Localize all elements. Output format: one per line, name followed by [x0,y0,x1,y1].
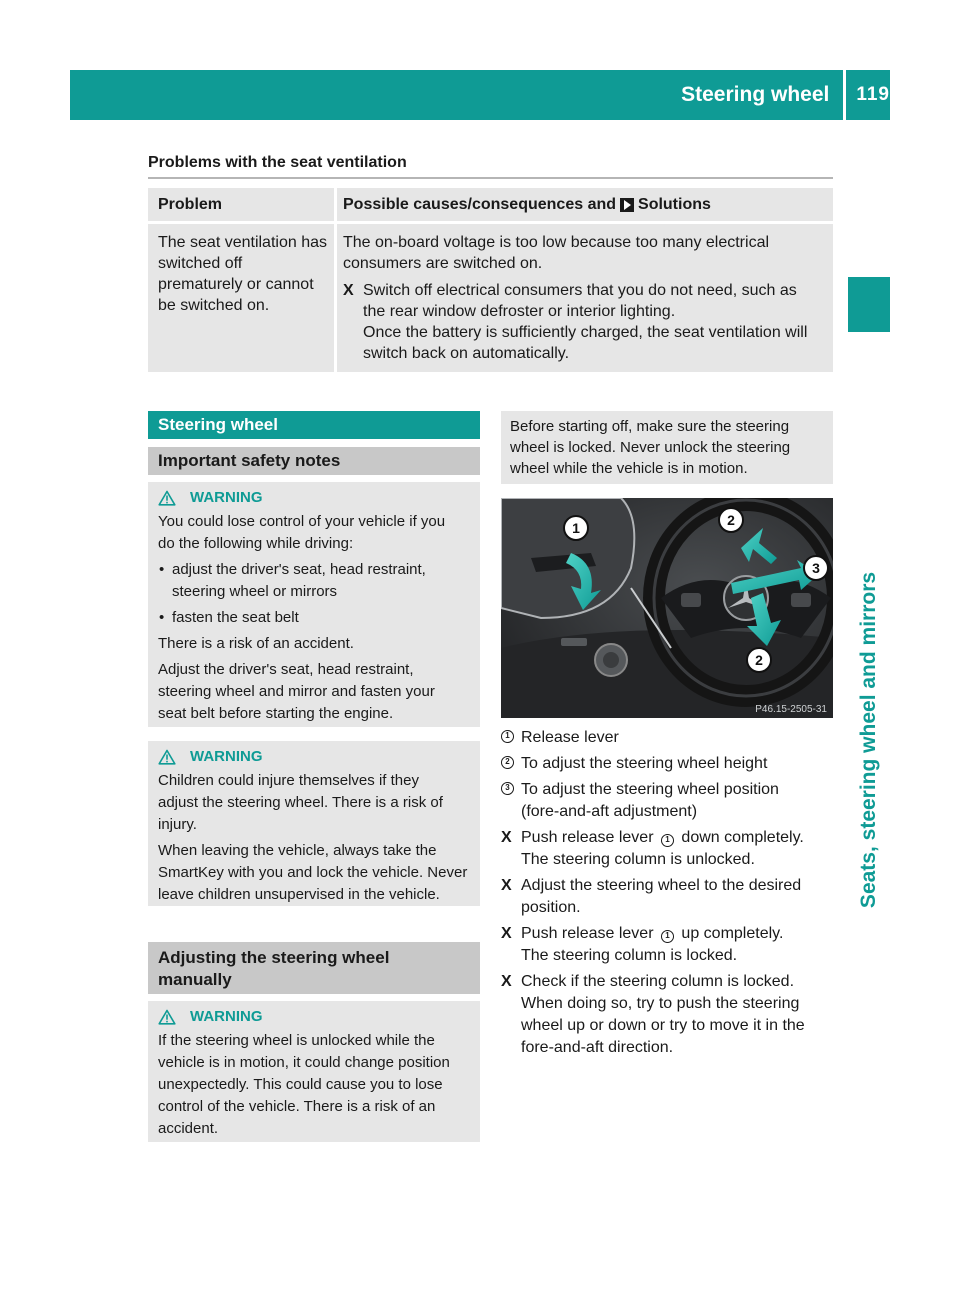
step-line: fore-and-aft direction. [521,1039,674,1056]
warning-line: vehicle is in motion, it could change position [158,1054,450,1071]
warning-line: You could lose control of your vehicle if you [158,513,446,530]
warning-text [158,840,474,906]
step-result: The steering column is unlocked. [521,851,755,868]
step-marker-icon: X [501,925,512,942]
warning-box-control [148,482,480,727]
warning-line: control of the vehicle. There is a risk of an [158,1098,436,1115]
step-line: wheel up or down or try to move it in the [521,1017,805,1034]
problem-line: prematurely or cannot [158,276,314,293]
warning-title [158,746,474,768]
warning-line: When leaving the vehicle, always take the [158,842,437,859]
warning-line: If the steering wheel is unlocked while the [158,1032,435,1049]
legend-line: Release lever [521,729,619,746]
solution-line: Switch off electrical consumers that you do not need, such as [363,282,797,299]
cause-line: The on-board voltage is too low because too many electrical [343,234,770,251]
page-number: 119 [856,84,890,105]
solution-line: switch back on automatically. [363,345,570,362]
warning-box-children [148,741,480,906]
header-title: Steering wheel [681,83,830,106]
cause-text [343,232,829,274]
instruction-step [501,827,833,871]
warning-line: SmartKey with you and lock the vehicle. Never [158,864,468,881]
solution-line: Once the battery is sufficiently charged, the seat ventilation will [363,324,808,341]
steering-wheel-photo [501,498,833,718]
step-line [521,827,833,849]
callout-number-icon: 1 [501,730,514,743]
warning-line: seat belt before starting the engine. [158,705,394,722]
callout-number-icon: 1 [661,834,674,847]
warning-line: fasten the seat belt [172,609,299,626]
bullet-icon: • [159,609,165,626]
step-text: Push release lever [521,829,654,846]
warning-bullet [158,559,474,603]
warning-line: Adjust the driver's seat, head restraint, [158,661,414,678]
photo-marker-3: 3 [812,560,820,576]
warning-advice [158,659,474,725]
photo-marker-2-lower: 2 [755,652,763,668]
adjusting-heading-line: Adjusting the steering wheel [158,948,390,967]
warning-line: leave children unsupervised in the vehicle. [158,886,440,903]
steering-section-heading: Steering wheel [148,411,480,439]
step-marker-icon: X [501,973,512,990]
header-title-group [681,70,890,120]
info-line: wheel is locked. Never unlock the steering [510,439,791,456]
step-marker-icon: X [501,829,512,846]
callout-number-icon: 2 [501,756,514,769]
warning-line: injury. [158,816,197,833]
chapter-tab-marker [848,277,890,332]
photo-marker-1: 1 [572,520,580,536]
warning-line: accident. [158,1120,219,1137]
problem-line: switched off [158,255,243,272]
steering-wheel-illustration [501,498,833,718]
step-line: position. [521,899,581,916]
step-line: Check if the steering column is locked. [521,973,795,990]
problem-line: be switched on. [158,297,270,314]
play-arrow-icon [620,198,634,212]
warning-box-unlocked [148,1001,480,1142]
instruction-step [501,971,833,1059]
step-text: up completely. [681,925,784,942]
solution-line: the rear window defroster or interior lighting. [363,303,676,320]
safety-notes-heading: Important safety notes [148,447,480,475]
table-header-problem [148,188,334,221]
bullet-icon: • [159,561,165,578]
step-text: Push release lever [521,925,654,942]
legend-line: To adjust the steering wheel height [521,755,768,772]
legend-line: To adjust the steering wheel position [521,781,779,798]
warning-line: do the following while driving: [158,535,354,552]
step-result: The steering column is locked. [521,947,738,964]
table-header-causes [337,188,833,221]
warning-label: WARNING [190,1008,263,1025]
step-marker-icon: X [343,282,354,299]
cause-line: consumers are switched on. [343,255,543,272]
step-marker-icon: X [501,877,512,894]
table-header-solutions-label: Solutions [638,195,711,213]
info-note-box [501,411,833,484]
solution-step [343,280,829,364]
warning-title [158,487,474,509]
legend-item [501,727,833,749]
adjust-instructions [501,727,833,1063]
problem-line: The seat ventilation has [158,234,327,251]
instruction-step [501,923,833,967]
table-header-problem-label: Problem [158,195,223,213]
table-cell-causes [337,224,833,372]
chapter-side-label: Seats, steering wheel and mirrors [857,571,880,909]
legend-item [501,779,833,823]
photo-marker-2: 2 [727,512,735,528]
info-line: Before starting off, make sure the steering [510,418,790,435]
warning-text [158,770,474,836]
warning-line: unexpectedly. This could cause you to lose [158,1076,443,1093]
legend-line: (fore-and-aft adjustment) [521,803,698,820]
step-line [521,923,833,945]
adjusting-heading [148,942,480,994]
legend-item [501,753,833,775]
warning-line: adjust the driver's seat, head restraint, [172,561,426,578]
warning-intro [158,511,474,555]
ventilation-section-title: Problems with the seat ventilation [148,154,407,171]
warning-line: adjust the steering wheel. There is a risk of [158,794,443,811]
instruction-step [501,875,833,919]
callout-number-icon: 1 [661,930,674,943]
table-header-causes-label: Possible causes/consequences and [343,195,617,213]
warning-line: Children could injure themselves if they [158,772,419,789]
callout-number-icon: 3 [501,782,514,795]
warning-triangle-icon [158,490,176,506]
warning-line: steering wheel or mirrors [172,583,338,600]
warning-triangle-icon [158,749,176,765]
warning-text [158,1030,474,1140]
step-text: down completely. [681,829,804,846]
warning-bullet [158,607,474,629]
warning-triangle-icon [158,1009,176,1025]
warning-risk: There is a risk of an accident. [158,635,354,652]
step-line: When doing so, try to push the steering [521,995,800,1012]
adjusting-heading-line: manually [158,970,232,989]
section-divider [148,177,833,179]
photo-code: P46.15-2505-31 [755,704,827,715]
step-line: Adjust the steering wheel to the desired [521,877,802,894]
info-line: wheel while the vehicle is in motion. [510,460,748,477]
table-cell-problem [148,224,334,372]
warning-line: steering wheel and mirror and fasten your [158,683,435,700]
warning-title [158,1006,474,1028]
warning-label: WARNING [190,489,263,506]
warning-label: WARNING [190,748,263,765]
